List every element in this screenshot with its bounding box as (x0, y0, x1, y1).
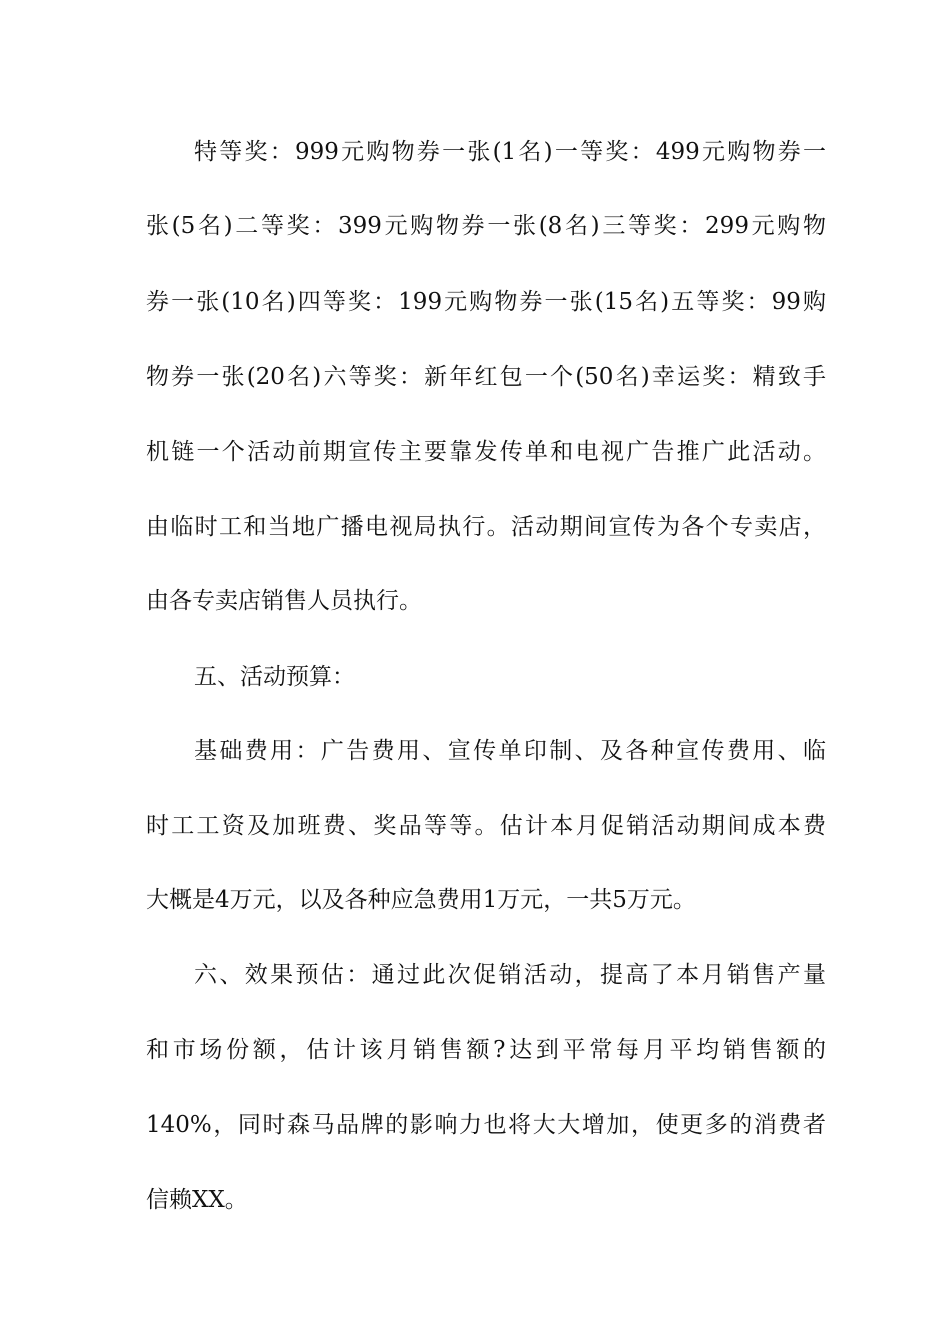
prize-list-line-4: 物券一张(20名)六等奖：新年红包一个(50名)幸运奖：精致手 (146, 364, 826, 390)
effect-line-3: 140%，同时森马品牌的影响力也将大大增加，使更多的消费者 (146, 1112, 826, 1138)
prize-list-line-5: 机链一个活动前期宣传主要靠发传单和电视广告推广此活动。 (146, 439, 826, 465)
budget-line-1: 基础费用：广告费用、宣传单印制、及各种宣传费用、临 (194, 738, 826, 764)
effect-line-1: 六、效果预估：通过此次促销活动，提高了本月销售产量 (194, 962, 826, 988)
budget-line-2: 时工工资及加班费、奖品等等。估计本月促销活动期间成本费 (146, 813, 826, 839)
budget-line-3: 大概是4万元，以及各种应急费用1万元，一共5万元。 (146, 887, 696, 913)
prize-list-line-6: 由临时工和当地广播电视局执行。活动期间宣传为各个专卖店， (146, 514, 826, 540)
effect-line-2: 和市场份额，估计该月销售额?达到平常每月平均销售额的 (146, 1037, 826, 1063)
prize-list-line-3: 券一张(10名)四等奖：199元购物券一张(15名)五等奖：99购 (146, 289, 826, 315)
section-heading-budget: 五、活动预算： (194, 664, 355, 690)
prize-list-line-1: 特等奖：999元购物券一张(1名)一等奖：499元购物券一 (194, 139, 826, 165)
prize-list-line-7: 由各专卖店销售人员执行。 (146, 588, 422, 614)
prize-list-line-2: 张(5名)二等奖：399元购物券一张(8名)三等奖：299元购物 (146, 213, 826, 239)
effect-line-4: 信赖XX。 (146, 1187, 248, 1213)
